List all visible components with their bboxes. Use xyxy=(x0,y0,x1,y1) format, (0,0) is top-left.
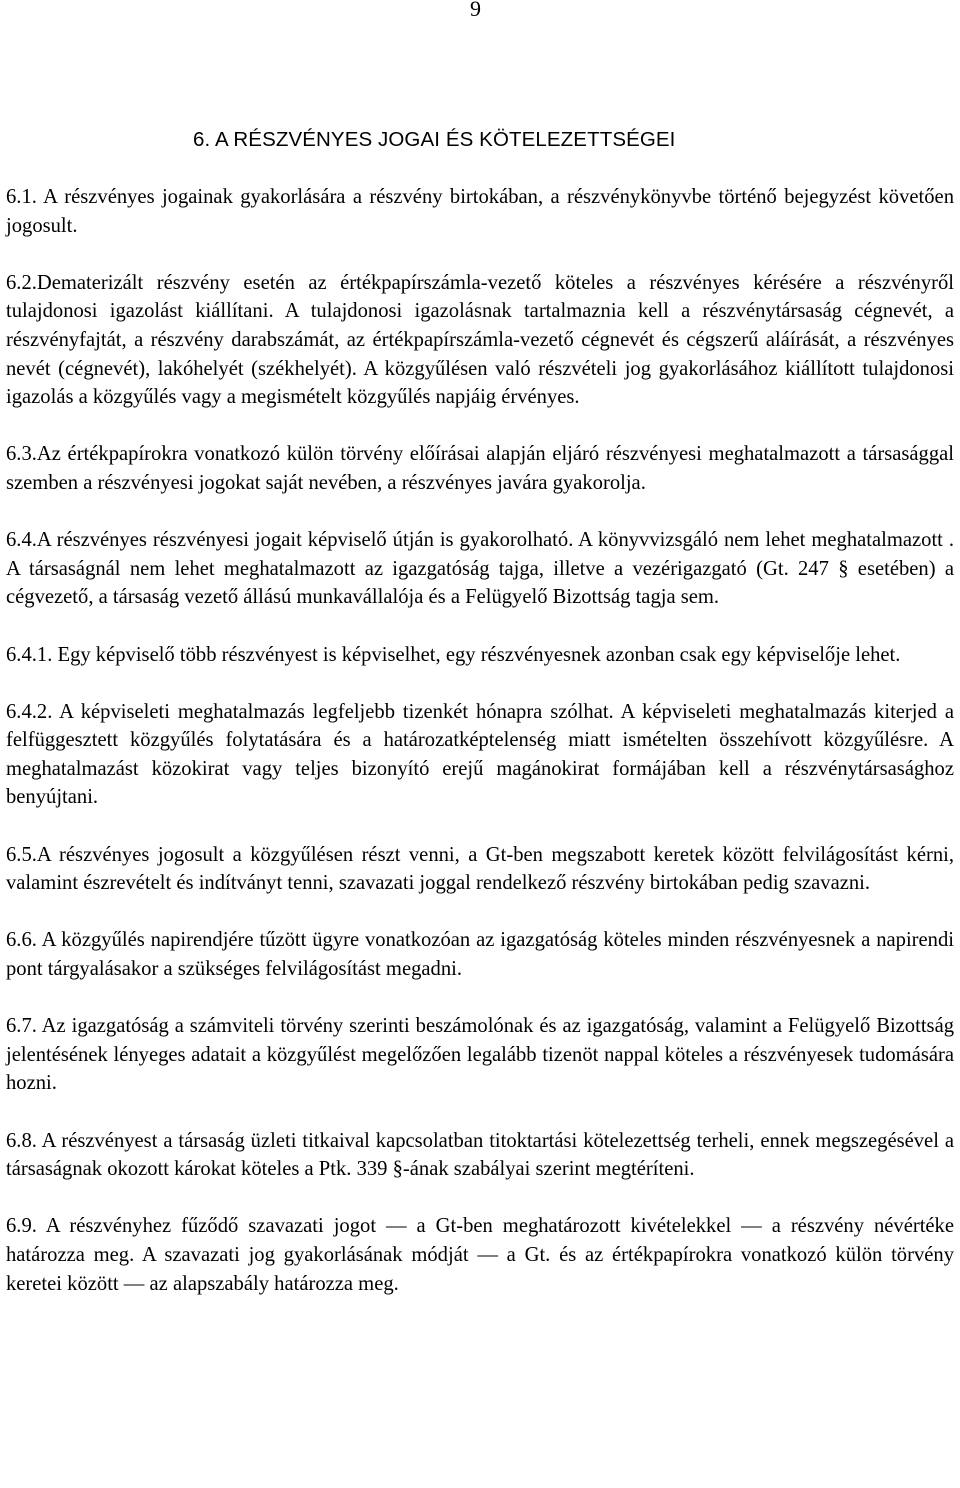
paragraph-6-7: 6.7. Az igazgatóság a számviteli törvény szerinti beszámolónak és az igazgatóság, valamint a Felügyelő Bizottság jelentésének lényeges adatait a közgyűlést megelőzően legalább tizenöt nappal köteles a részvényesek tudomására hozni. xyxy=(6,1015,954,1095)
document-body xyxy=(6,183,954,1327)
paragraph-6-1: 6.1. A részvényes jogainak gyakorlására a részvény birtokában, a részvénykönyvbe történő bejegyzést követően jogosult. xyxy=(6,186,954,237)
paragraph-6-9: 6.9. A részvényhez fűződő szavazati jogot — a Gt-ben meghatározott kivételekkel — a részvény névértéke határozza meg. A szavazati jog gyakorlásának módját — a Gt. és az értékpapírokra vonatkozó külön törvény keretei között — az alapszabály határozza meg. xyxy=(6,1215,954,1295)
paragraph-6-5: 6.5.A részvényes jogosult a közgyűlésen részt venni, a Gt-ben megszabott keretek között felvilágosítást kérni, valamint észrevételt és indítványt tenni, szavazati joggal rendelkező részvény birtokában pedig szavazni. xyxy=(6,843,954,895)
paragraph-6-8: 6.8. A részvényest a társaság üzleti titkaival kapcsolatban titoktartási kötelezettség terheli, ennek megszegésével a társaságnak okozott károkat köteles a Ptk. 339 §-ának szabályai szerint megtéríteni. xyxy=(6,1129,954,1181)
paragraph-6-4: 6.4.A részvényes részvényesi jogait képviselő útján is gyakorolható. A könyvvizsgáló nem lehet meghatalmazott . A társaságnál nem lehet meghatalmazott az igazgatóság tajga, illetve a vezérigazgató (Gt. 247 § esetében) a cégvezető, a társaság vezető állású munkavállalója és a Felügyelő Bizottság tagja sem. xyxy=(6,529,954,609)
section-heading: 6. A RÉSZVÉNYES JOGAI ÉS KÖTELEZETTSÉGEI xyxy=(193,128,676,151)
paragraph-6-6: 6.6. A közgyűlés napirendjére tűzött ügyre vonatkozóan az igazgatóság köteles minden részvényesnek a napirendi pont tárgyalásakor a szükséges felvilágosítást megadni. xyxy=(6,929,954,981)
paragraph-6-2: 6.2.Dematerizált részvény esetén az értékpapírszámla-vezető köteles a részvényes kérésére a részvényről tulajdonosi igazolást kiállítani. A tulajdonosi igazolásnak tartalmaznia kell a részvénytársaság cégnevét, a részvényfajtát, a részvény darabszámát, az értékpapírszámla-vezető cégnevét és cégszerű aláírását, a részvényes nevét (cégnevét), lakóhelyét (székhelyét). A közgyűlésen való részvételi jog gyakorlásához kiállított tulajdonosi igazolás a közgyűlés vagy a megismételt közgyűlés napjáig érvényes. xyxy=(6,271,954,409)
page-number: 9 xyxy=(470,0,481,21)
paragraph-6-4-2: 6.4.2. A képviseleti meghatalmazás legfeljebb tizenkét hónapra szólhat. A képviseleti meghatalmazás kiterjed a felfüggesztett közgyűlés folytatására és a határozatképtelenség miatt ismételten összehívott közgyűlésre. A meghatalmazást közokirat vagy teljes bizonyító erejű magánokirat formájában kell a részvénytársasághoz benyújtani. xyxy=(6,700,954,809)
paragraph-6-4-1: 6.4.1. Egy képviselő több részvényest is képviselhet, egy részvényesnek azonban csak egy képviselője lehet. xyxy=(6,643,901,666)
paragraph-6-3: 6.3.Az értékpapírokra vonatkozó külön törvény előírásai alapján eljáró részvényesi meghatalmazott a társasággal szemben a részvényesi jogokat saját nevében, a részvényes javára gyakorolja. xyxy=(6,443,954,494)
